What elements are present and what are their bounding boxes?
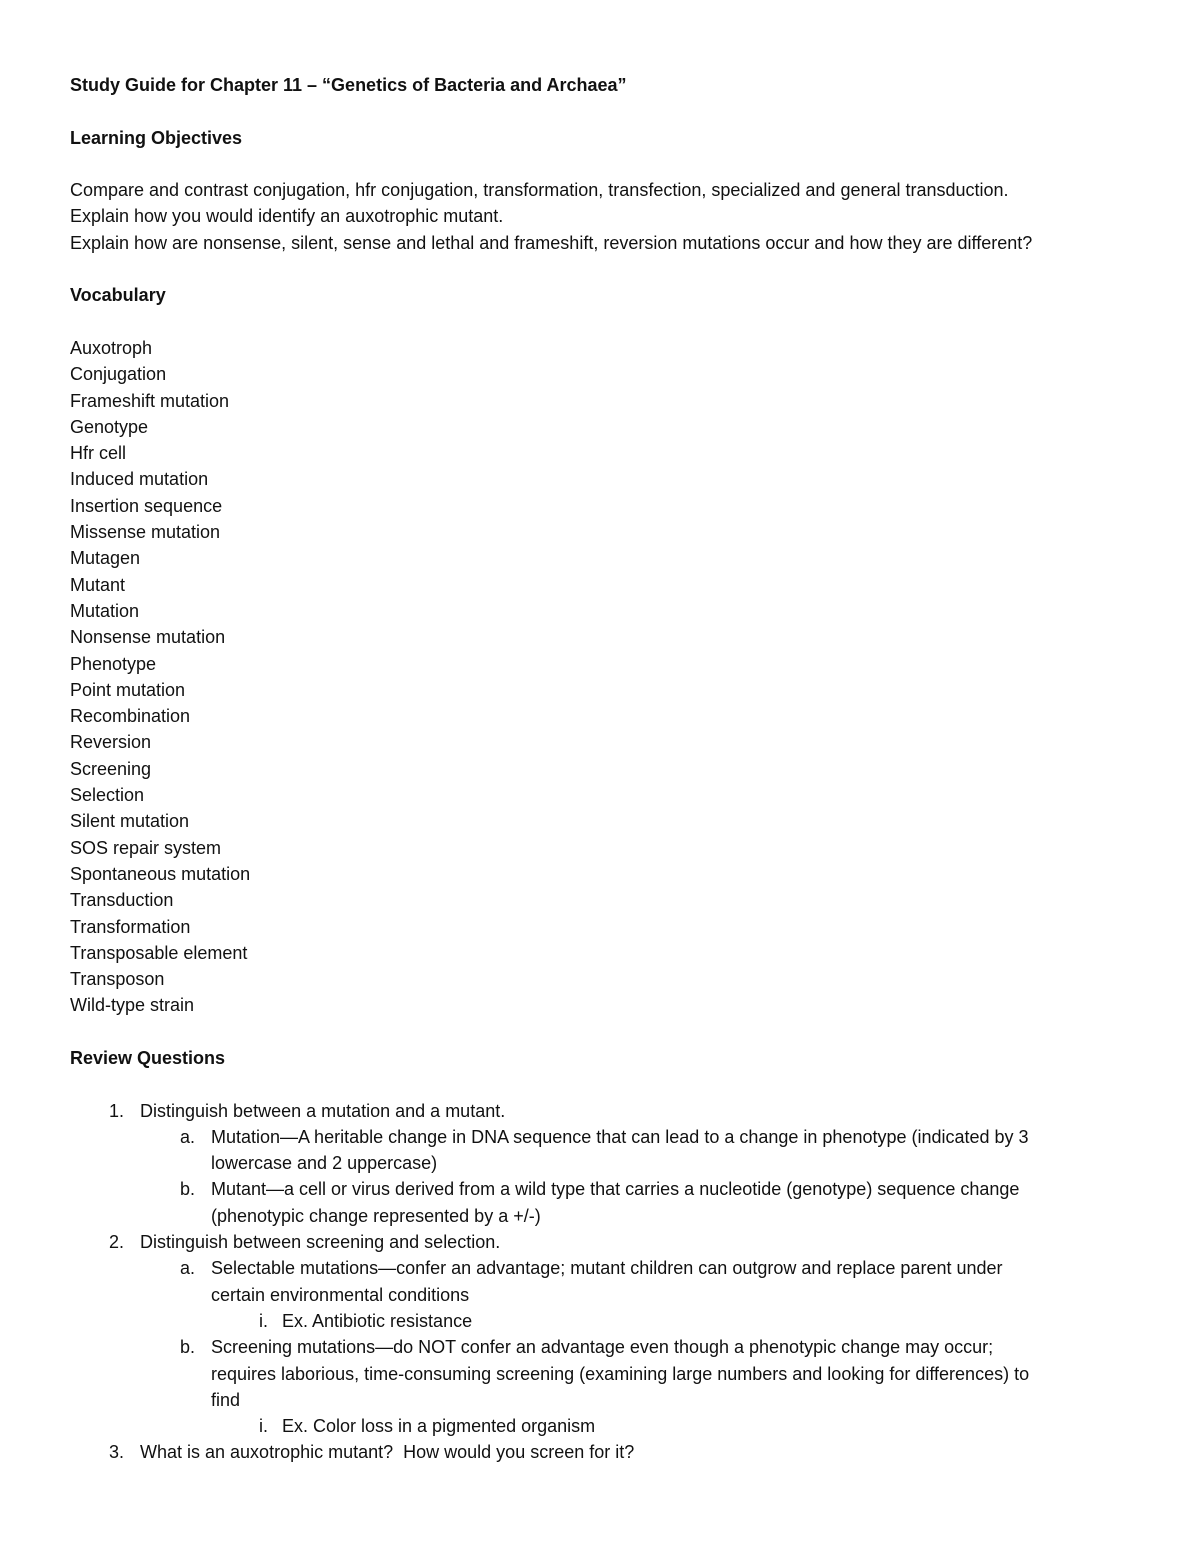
vocabulary-term: Auxotroph <box>70 337 153 358</box>
example-text: Ex. Color loss in a pigmented organism <box>282 1416 596 1437</box>
vocabulary-term: Recombination <box>70 706 191 727</box>
vocabulary-term: SOS repair system <box>70 837 222 858</box>
answer-item <box>140 1255 1150 1308</box>
vocabulary-term: Reversion <box>70 732 152 753</box>
learning-objective-item: Explain how are nonsense, silent, sense and lethal and frameshift, reversion mutations occur and how they are different? <box>70 232 1033 253</box>
answer-line: Screening mutations—do NOT confer an advantage even though a phenotypic change may occur; <box>211 1337 994 1358</box>
vocabulary-term: Wild-type strain <box>70 995 195 1016</box>
vocabulary-term: Transposable element <box>70 942 248 963</box>
spacer <box>70 309 1150 335</box>
answer-line: find <box>211 1389 241 1410</box>
vocabulary-term: Mutation <box>70 600 140 621</box>
vocabulary-term: Conjugation <box>70 364 167 385</box>
answer-list <box>179 1124 1150 1229</box>
vocabulary-term: Mutant <box>70 574 126 595</box>
answer-line: lowercase and 2 uppercase) <box>211 1153 438 1174</box>
vocabulary-term: Phenotype <box>70 653 157 674</box>
example-list <box>259 1308 1150 1334</box>
review-question <box>70 1439 1150 1465</box>
vocabulary-term: Induced mutation <box>70 469 209 490</box>
answer-item <box>140 1124 1150 1177</box>
review-question <box>70 1098 1150 1124</box>
vocabulary-term: Genotype <box>70 416 149 437</box>
vocabulary-term: Transduction <box>70 890 174 911</box>
answer-letter: b. <box>179 1179 195 1200</box>
answer-line: Selectable mutations—confer an advantage; mutant children can outgrow and replace parent under <box>211 1258 1003 1279</box>
vocabulary-term: Frameshift mutation <box>70 390 230 411</box>
spacer <box>70 1071 1150 1097</box>
vocabulary-term: Point mutation <box>70 679 186 700</box>
question-number: 3. <box>108 1442 124 1463</box>
answer-item <box>140 1334 1150 1413</box>
answer-line: certain environmental conditions <box>211 1284 470 1305</box>
vocabulary-term: Screening <box>70 758 152 779</box>
vocabulary-heading: Vocabulary <box>70 285 166 306</box>
example-item <box>211 1413 1150 1439</box>
vocabulary-term: Selection <box>70 785 145 806</box>
example-text: Ex. Antibiotic resistance <box>282 1310 473 1331</box>
vocabulary-term: Insertion sequence <box>70 495 223 516</box>
spacer <box>70 256 1150 282</box>
answer-item <box>140 1176 1150 1229</box>
vocabulary-term: Mutagen <box>70 548 141 569</box>
review-question-list <box>108 1098 1150 1466</box>
spacer <box>70 151 1150 177</box>
vocabulary-term: Hfr cell <box>70 443 127 464</box>
spacer <box>70 1019 1150 1045</box>
learning-objectives-heading: Learning Objectives <box>70 127 243 148</box>
vocabulary-term: Transformation <box>70 916 191 937</box>
answer-letter: b. <box>179 1337 195 1358</box>
answer-line: requires laborious, time-consuming screening (examining large numbers and looking for differences) to <box>211 1363 1030 1384</box>
study-guide-page <box>70 72 1150 1466</box>
spacer <box>70 98 1150 124</box>
vocabulary-term: Transposon <box>70 969 165 990</box>
example-numeral: i. <box>259 1416 268 1437</box>
example-item <box>211 1308 1150 1334</box>
example-numeral: i. <box>259 1310 268 1331</box>
learning-objective-item: Compare and contrast conjugation, hfr conjugation, transformation, transfection, specialized and general transduction. <box>70 180 1009 201</box>
review-question <box>70 1229 1150 1255</box>
question-number: 2. <box>108 1232 124 1253</box>
question-text: Distinguish between a mutation and a mutant. <box>140 1100 506 1121</box>
answer-line: (phenotypic change represented by a +/-) <box>211 1205 541 1226</box>
answer-letter: a. <box>179 1126 195 1147</box>
question-text: What is an auxotrophic mutant? How would you screen for it? <box>140 1442 635 1463</box>
review-questions-heading: Review Questions <box>70 1047 226 1068</box>
question-text: Distinguish between screening and selection. <box>140 1232 501 1253</box>
vocabulary-term: Silent mutation <box>70 811 190 832</box>
vocabulary-list <box>70 335 1150 1019</box>
answer-list <box>179 1255 1150 1439</box>
vocabulary-term: Missense mutation <box>70 522 221 543</box>
question-number: 1. <box>108 1100 124 1121</box>
answer-line: Mutation—A heritable change in DNA sequence that can lead to a change in phenotype (indicated by 3 <box>211 1126 1029 1147</box>
learning-objective-item: Explain how you would identify an auxotrophic mutant. <box>70 206 504 227</box>
example-list <box>259 1413 1150 1439</box>
vocabulary-term: Spontaneous mutation <box>70 863 251 884</box>
answer-letter: a. <box>179 1258 195 1279</box>
document-title: Study Guide for Chapter 11 – “Genetics of Bacteria and Archaea” <box>70 75 627 95</box>
vocabulary-term: Nonsense mutation <box>70 627 226 648</box>
answer-line: Mutant—a cell or virus derived from a wild type that carries a nucleotide (genotype) sequence change <box>211 1179 1020 1200</box>
